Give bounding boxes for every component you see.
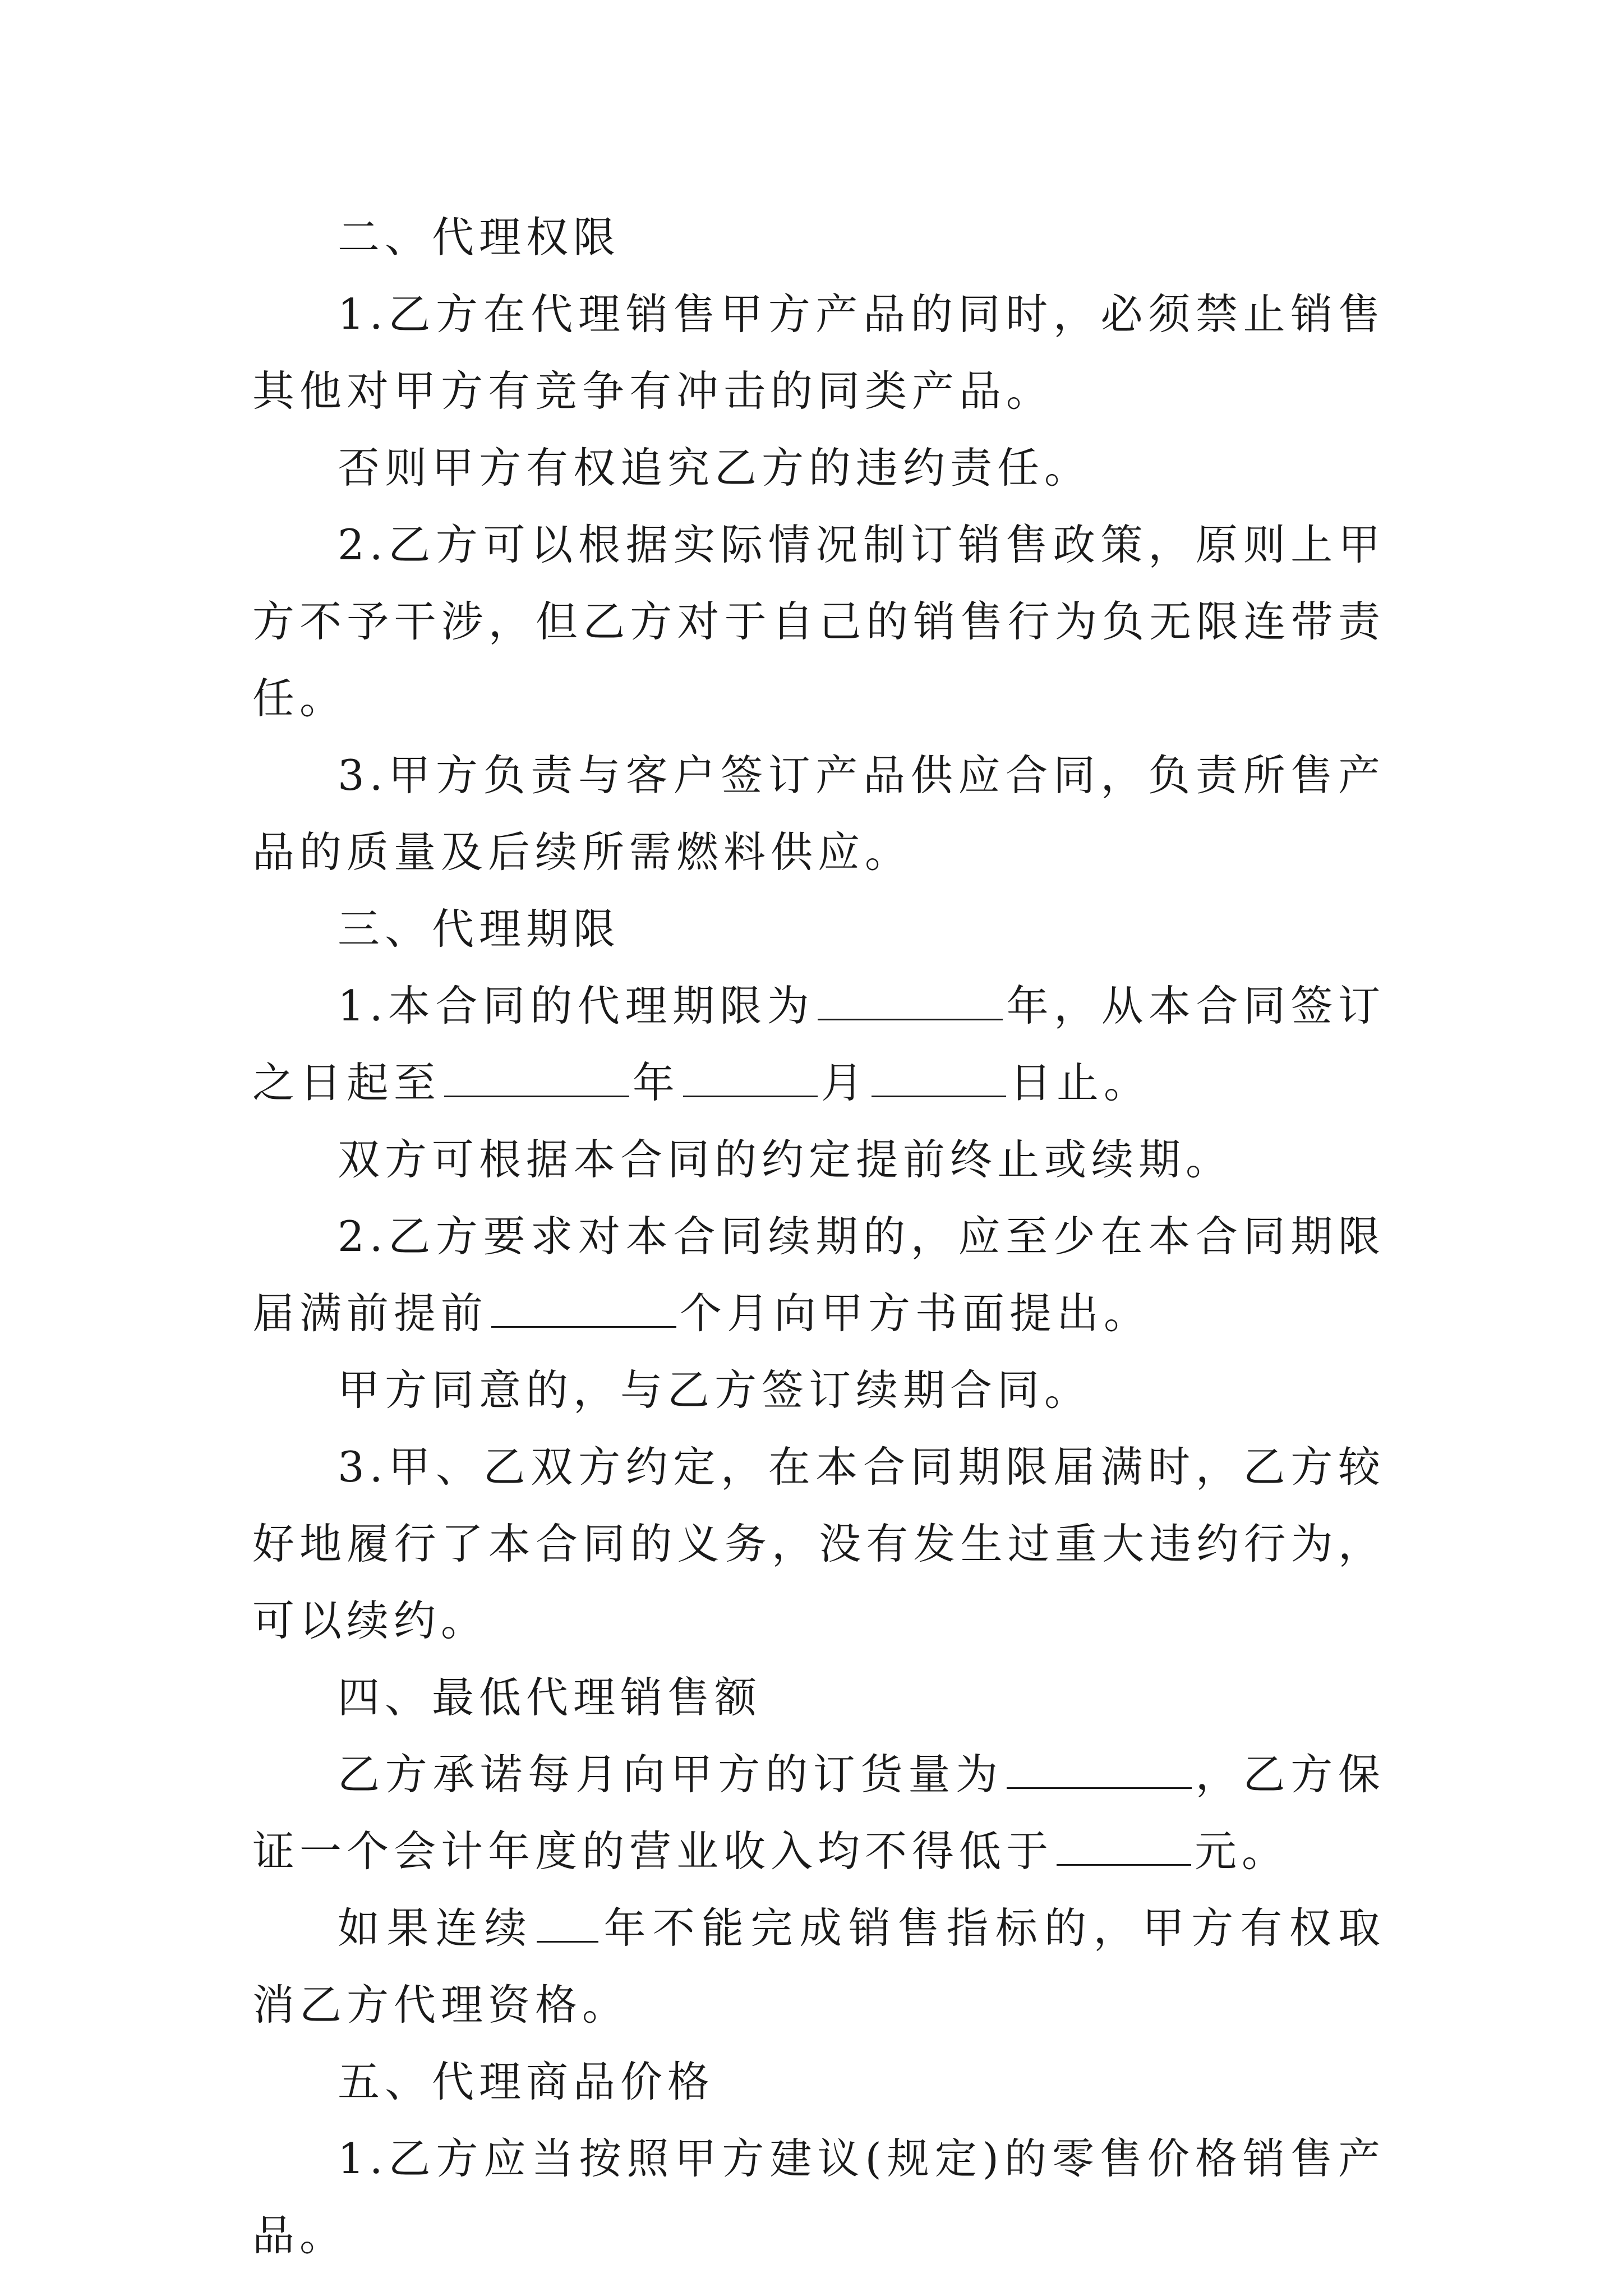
fill-blank-months[interactable] bbox=[491, 1291, 676, 1328]
paragraph: 1.乙方应当按照甲方建议(规定)的零售价格销售产品。 bbox=[252, 2134, 1385, 2260]
fill-blank-consecutive-years[interactable] bbox=[537, 1906, 598, 1943]
section-heading-minimum-sales: 四、最低代理销售额 bbox=[338, 1673, 762, 1722]
paragraph: 2.乙方可以根据实际情况制订销售政策，原则上甲方不予干涉，但乙方对于自己的销售行为负无限连带责任。 bbox=[252, 520, 1385, 723]
document-body bbox=[252, 199, 1385, 2274]
fill-blank-end-month[interactable] bbox=[683, 1061, 818, 1097]
text: 日止。 bbox=[1009, 1058, 1151, 1107]
text: 元。 bbox=[1195, 1826, 1289, 1876]
paragraph-order-volume bbox=[252, 1736, 1385, 1890]
fill-blank-years[interactable] bbox=[818, 984, 1003, 1020]
paragraph: 3.甲、乙双方约定，在本合同期限届满时，乙方较好地履行了本合同的义务，没有发生过重大违约行为，可以续约。 bbox=[252, 1442, 1385, 1645]
text: 2.乙方要求对本合同续期的，应至少在本合同期限届满前提前 bbox=[252, 1212, 1385, 1338]
paragraph: 甲方同意的，与乙方签订续期合同。 bbox=[338, 1365, 1092, 1415]
paragraph: 3.甲方负责与客户签订产品供应合同，负责所售产品的质量及后续所需燃料供应。 bbox=[252, 751, 1385, 877]
paragraph: 1.乙方在代理销售甲方产品的同时，必须禁止销售其他对甲方有竞争有冲击的同类产品。 bbox=[252, 289, 1385, 416]
text: 个月向甲方书面提出。 bbox=[680, 1289, 1151, 1338]
paragraph-renewal bbox=[252, 1198, 1385, 1352]
paragraph-term-period bbox=[252, 968, 1385, 1121]
text: 如果连续 bbox=[338, 1903, 534, 1953]
text: ，乙方保证一个会计年度的营业收入均不得低于 bbox=[252, 1750, 1385, 1876]
text: 乙方承诺每月向甲方的订货量为 bbox=[338, 1750, 1003, 1799]
section-heading-term: 三、代理期限 bbox=[338, 904, 621, 954]
fill-blank-order-volume[interactable] bbox=[1007, 1752, 1192, 1789]
text: 年 bbox=[633, 1058, 680, 1107]
paragraph: 双方可根据本合同的约定提前终止或续期。 bbox=[338, 1135, 1233, 1184]
text: 月 bbox=[821, 1058, 869, 1107]
paragraph: 否则甲方有权追究乙方的违约责任。 bbox=[338, 443, 1092, 493]
fill-blank-end-year[interactable] bbox=[444, 1061, 629, 1097]
fill-blank-min-revenue[interactable] bbox=[1057, 1829, 1191, 1866]
text: 年，从本合同签订之日起至 bbox=[252, 981, 1385, 1107]
paragraph-cancellation bbox=[252, 1890, 1385, 2044]
section-heading-pricing: 五、代理商品价格 bbox=[338, 2057, 715, 2106]
text: 年不能完成销售指标的，甲方有权取消乙方代理资格。 bbox=[252, 1903, 1385, 2030]
fill-blank-end-day[interactable] bbox=[872, 1061, 1006, 1097]
text: 1.本合同的代理期限为 bbox=[338, 981, 815, 1030]
section-heading-authority: 二、代理权限 bbox=[338, 213, 621, 262]
